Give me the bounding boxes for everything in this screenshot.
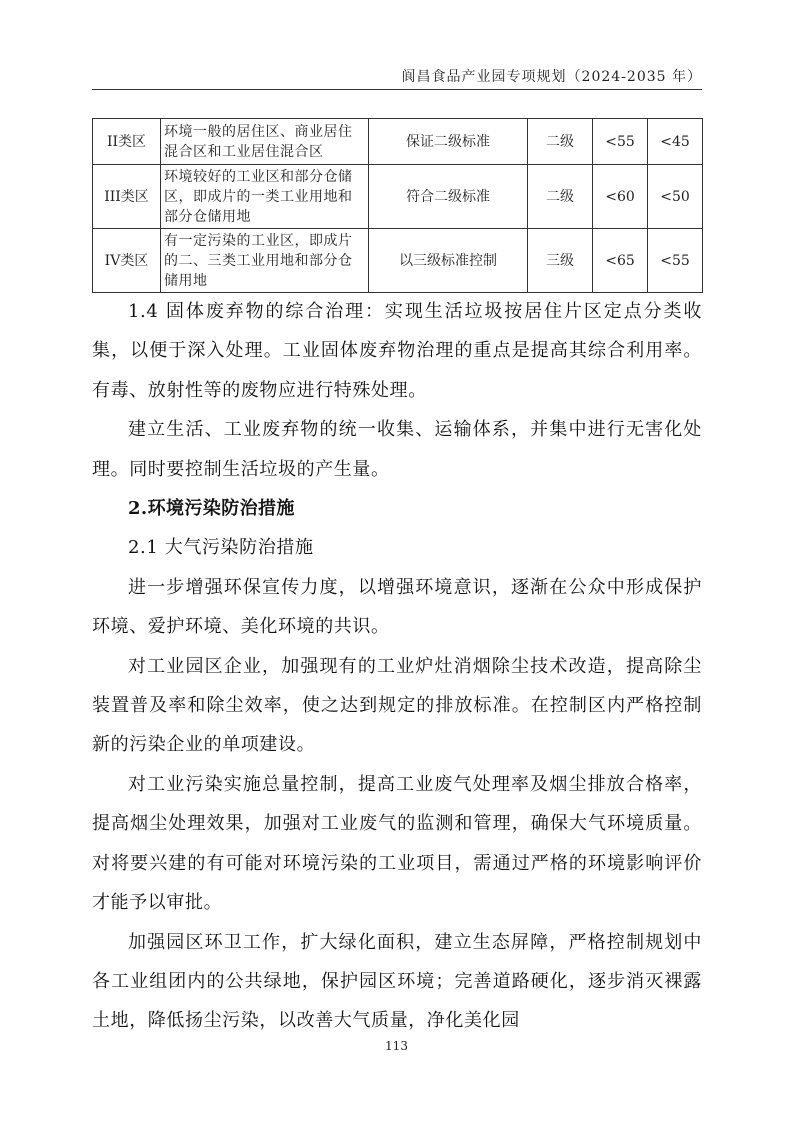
zone-category: III类区 <box>93 165 161 229</box>
zone-night-limit: <55 <box>648 229 703 293</box>
zone-day-limit: <65 <box>593 229 648 293</box>
header-rule <box>92 89 702 90</box>
paragraph: 进一步增强环保宣传力度，以增强环境意识，逐渐在公众中形成保护环境、爱护环境、美化环境的共识。 <box>92 576 702 638</box>
zone-level: 二级 <box>528 165 593 229</box>
zone-category: IV类区 <box>93 229 161 293</box>
zone-level: 三级 <box>528 229 593 293</box>
paragraph: 对工业园区企业，加强现有的工业炉灶消烟除尘技术改造，提高除尘装置普及率和除尘效率，使之达到规定的排放标准。在控制区内严格控制新的污染企业的单项建设。 <box>92 655 702 756</box>
page-number: 113 <box>385 1039 408 1053</box>
zone-day-limit: <55 <box>593 119 648 165</box>
subsection-heading: 2.1 大气污染防治措施 <box>128 537 314 559</box>
paragraph: 1.4 固体废弃物的综合治理：实现生活垃圾按居住片区定点分类收集，以便于深入处理。工业固体废弃物治理的重点是提高其综合利用率。有毒、放射性等的废物应进行特殊处理。 <box>92 301 702 401</box>
zone-standard: 符合二级标准 <box>369 165 528 229</box>
section-heading: 2.环境污染防治措施 <box>128 498 295 520</box>
running-header: 阆昌食品产业园专项规划（2024-2035 年） <box>401 69 702 85</box>
table-row <box>93 119 703 165</box>
paragraph: 加强园区环卫工作，扩大绿化面积，建立生态屏障，严格控制规划中各工业组团内的公共绿地，保护园区环境；完善道路硬化，逐步消灭裸露土地，降低扬尘污染，以改善大气质量，净化美化园 <box>92 931 702 1032</box>
zone-night-limit: <50 <box>648 165 703 229</box>
paragraph: 对工业污染实施总量控制，提高工业废气处理率及烟尘排放合格率，提高烟尘处理效果，加强对工业废气的监测和管理，确保大气环境质量。对将要兴建的有可能对环境污染的工业项目，需通过严格的环境影响评价才能予以审批。 <box>92 773 702 914</box>
zone-standard: 以三级标准控制 <box>369 229 528 293</box>
paragraph: 建立生活、工业废弃物的统一收集、运输体系，并集中进行无害化处理。同时要控制生活垃圾的产生量。 <box>92 419 702 480</box>
table-row <box>93 229 703 293</box>
zone-description: 有一定污染的工业区，即成片的二、三类工业用地和部分仓储用地 <box>161 229 369 293</box>
zone-day-limit: <60 <box>593 165 648 229</box>
table-row <box>93 165 703 229</box>
zone-category: II类区 <box>93 119 161 165</box>
noise-standard-table <box>92 118 703 293</box>
zone-description: 环境较好的工业区和部分仓储区，即成片的一类工业用地和部分仓储用地 <box>161 165 369 229</box>
zone-description: 环境一般的居住区、商业居住混合区和工业居住混合区 <box>161 119 369 165</box>
body-text <box>92 292 702 1041</box>
zone-level: 二级 <box>528 119 593 165</box>
zone-night-limit: <45 <box>648 119 703 165</box>
zone-standard: 保证二级标准 <box>369 119 528 165</box>
